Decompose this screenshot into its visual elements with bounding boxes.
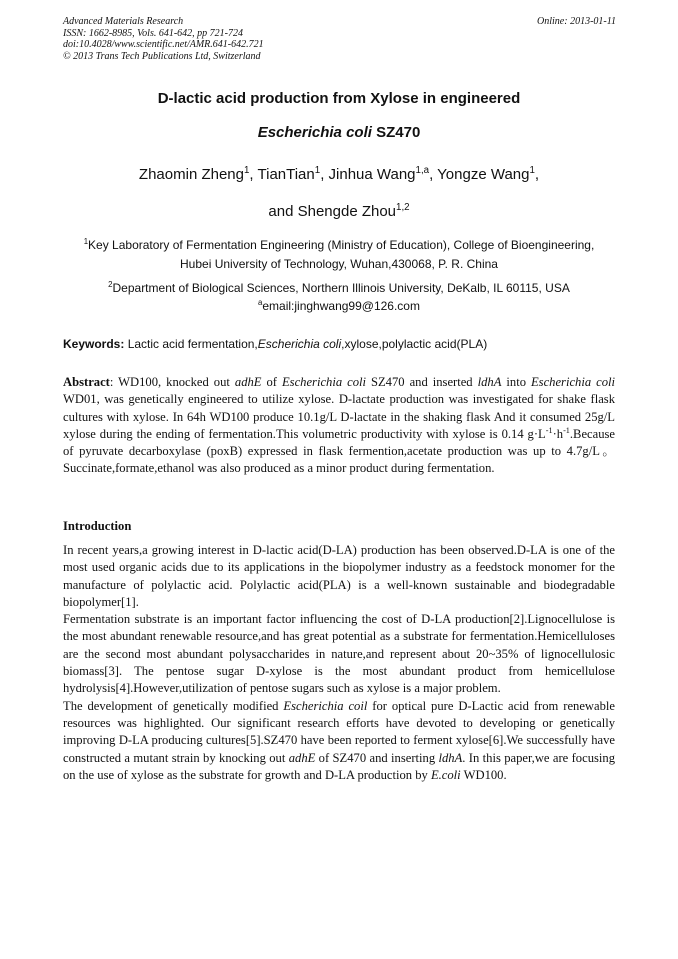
intro-paragraph-3: The development of genetically modified Escherichia coil for optical pure D-Lactic acid from renewable resources was highlighted. Our significant research efforts have devoted to developing or genetically improving D-LA producing cultures[5].SZ470 have been reported to ferment xylose[6].We successfully have constructed a mutant strain by knocking out adhE of SZ470 and inserting ldhA. In this paper,we are focusing on the use of xylose as the substrate for growth and D-LA production by E.coli WD100. xyxy=(63,698,615,782)
issn-line: ISSN: 1662-8985, Vols. 641-642, pp 721-724 xyxy=(63,27,243,39)
author-list: Zhaomin Zheng$^1$, TianTian$^1$, Jinhua Wang$^{1,a}$, Yongze Wang$^1$, xyxy=(138,165,540,183)
keywords-line: Keywords: Lactic acid fermentation,Escherichia coli,xylose,polylactic acid(PLA) xyxy=(63,337,488,351)
author-name: TianTian xyxy=(257,166,315,183)
author-name: Jinhua Wang xyxy=(328,166,416,183)
paper-title-line1: D-lactic acid production from Xylose in engineered xyxy=(157,90,521,107)
author-name: Shengde Zhou xyxy=(297,203,397,220)
author-list-line2: and Shengde Zhou$^{1,2}$ xyxy=(268,202,410,220)
title-organism: Escherichia coli xyxy=(257,124,372,141)
keywords-label: Keywords: xyxy=(63,337,125,351)
journal-header xyxy=(63,16,616,62)
copyright-line: © 2013 Trans Tech Publications Ltd, Switzerland xyxy=(63,50,261,62)
author-name: Yongze Wang xyxy=(437,166,530,183)
introduction-heading: Introduction xyxy=(63,519,132,533)
abstract-label: Abstract xyxy=(63,375,110,389)
affiliation-2: $^2$Department of Biological Sciences, Northern Illinois University, DeKalb, IL 60115, USA xyxy=(108,280,570,295)
journal-name: Advanced Materials Research xyxy=(63,16,184,27)
introduction-body xyxy=(63,542,615,784)
abstract-paragraph: Abstract: WD100, knocked out adhE of Escherichia coli SZ470 and inserted ldhA into Escherichia coli WD01, was genetically engineered to utilize xylose. D-lactate production was investigated for shake flask cultures with xylose. In 64h WD100 produce 10.1g/L D-lactate in the shaking flask And it consumed 25g/L xylose during the ending of fermentation.This volumetric productivity with xylose is 0.14 $g\cdot L^{-1}\cdot h^{-1}.Because$ of pyruvate decarboxylase (poxB) expressed in flask fermention,acetate production was up to 4.7g/L。Succinate,formate,ethanol was also produced as a minor product during fermentation. xyxy=(63,375,616,476)
corresponding-email: $^a$email:jinghwang99@126.com xyxy=(258,298,420,313)
paper-title-line2: Escherichia coli SZ470 xyxy=(257,124,421,141)
intro-paragraph-2: Fermentation substrate is an important factor influencing the cost of D-LA production[2].Lignocellulose is the most abundant renewable resource,and has great potential as a substrate for fermentation.Hemicelluloses are the second most abundant polysaccharides in nature,and represent about 20~35% of lignocellulosic biomass[3]. The pentose sugar D-xylose is the most abundant product from hemicellulose hydrolysis[4].However,utilization of pentose sugars such as xylose is a major problem. xyxy=(63,612,615,696)
intro-paragraph-1: In recent years,a growing interest in D-lactic acid(D-LA) production has been observed.D-LA is one of the most used organic acids due to its applications in the biopolymer industry as a feedstock monomer for the manufacture of polylactic acid. Polylactic acid(PLA) is a well-known sustainable and biodegradable biopolymer[1]. xyxy=(63,543,615,609)
author-name: Zhaomin Zheng xyxy=(138,166,244,183)
doi-line: doi:10.4028/www.scientific.net/AMR.641-642.721 xyxy=(63,39,264,50)
affiliation-1: $^1$Key Laboratory of Fermentation Engineering (Ministry of Education), College of Bioengineering, Hubei University of Technology, Wuhan,430068, P. R. China xyxy=(83,237,595,271)
online-date: Online: 2013-01-11 xyxy=(537,16,616,27)
